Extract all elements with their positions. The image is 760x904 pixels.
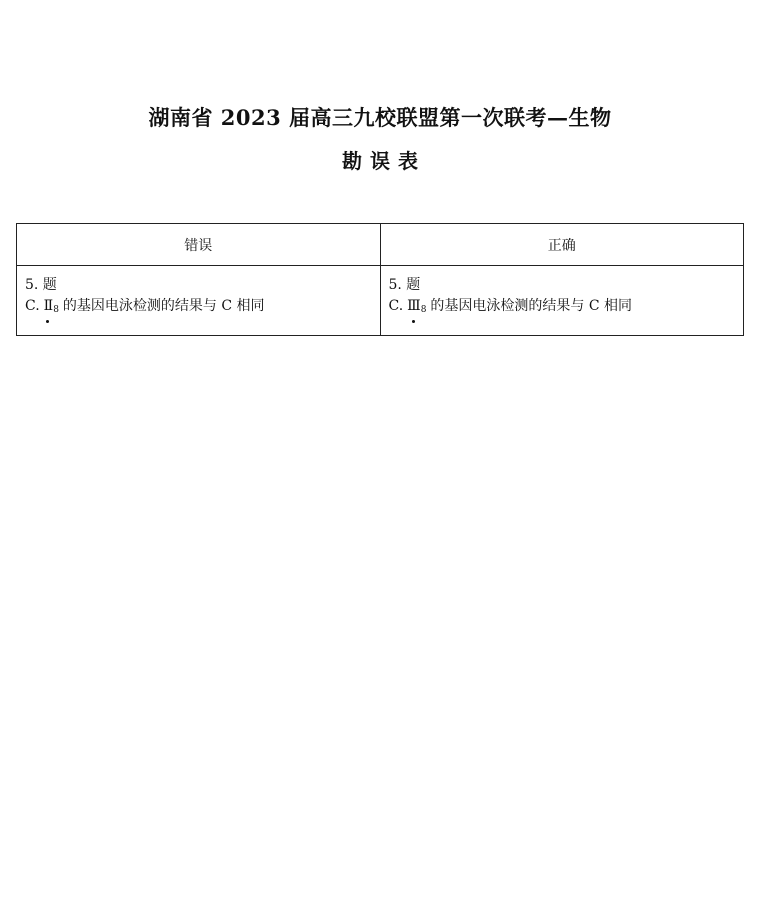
document-subtitle: 勘误表	[342, 149, 426, 173]
option-prefix: C.	[25, 298, 40, 314]
header-wrong: 错误	[17, 224, 381, 266]
table-row	[17, 266, 744, 336]
option-line	[389, 296, 736, 321]
generation-numeral	[407, 296, 421, 317]
option-text: 的基因电泳检测的结果与 C 相同	[430, 298, 633, 314]
header-correct: 正确	[380, 224, 744, 266]
question-number: 5. 题	[388, 277, 421, 293]
generation-numeral	[44, 296, 54, 317]
errata-table	[16, 223, 744, 336]
question-number: 5. 题	[25, 277, 57, 293]
document-title: 湖南省 2023 届高三九校联盟第一次联考—生物	[148, 105, 612, 130]
emphasis-dot	[46, 320, 49, 323]
table-header-row	[17, 224, 744, 266]
individual-subscript: 8	[420, 305, 427, 315]
emphasis-dot	[412, 320, 415, 323]
option-prefix: C.	[388, 298, 404, 314]
individual-subscript: 8	[53, 305, 59, 315]
wrong-cell	[17, 266, 381, 336]
generation-numeral-text: Ⅲ	[407, 298, 421, 314]
option-line	[25, 296, 372, 321]
correct-cell	[380, 266, 744, 336]
option-text: 的基因电泳检测的结果与 C 相同	[62, 298, 265, 314]
generation-numeral-text: Ⅱ	[43, 298, 54, 314]
